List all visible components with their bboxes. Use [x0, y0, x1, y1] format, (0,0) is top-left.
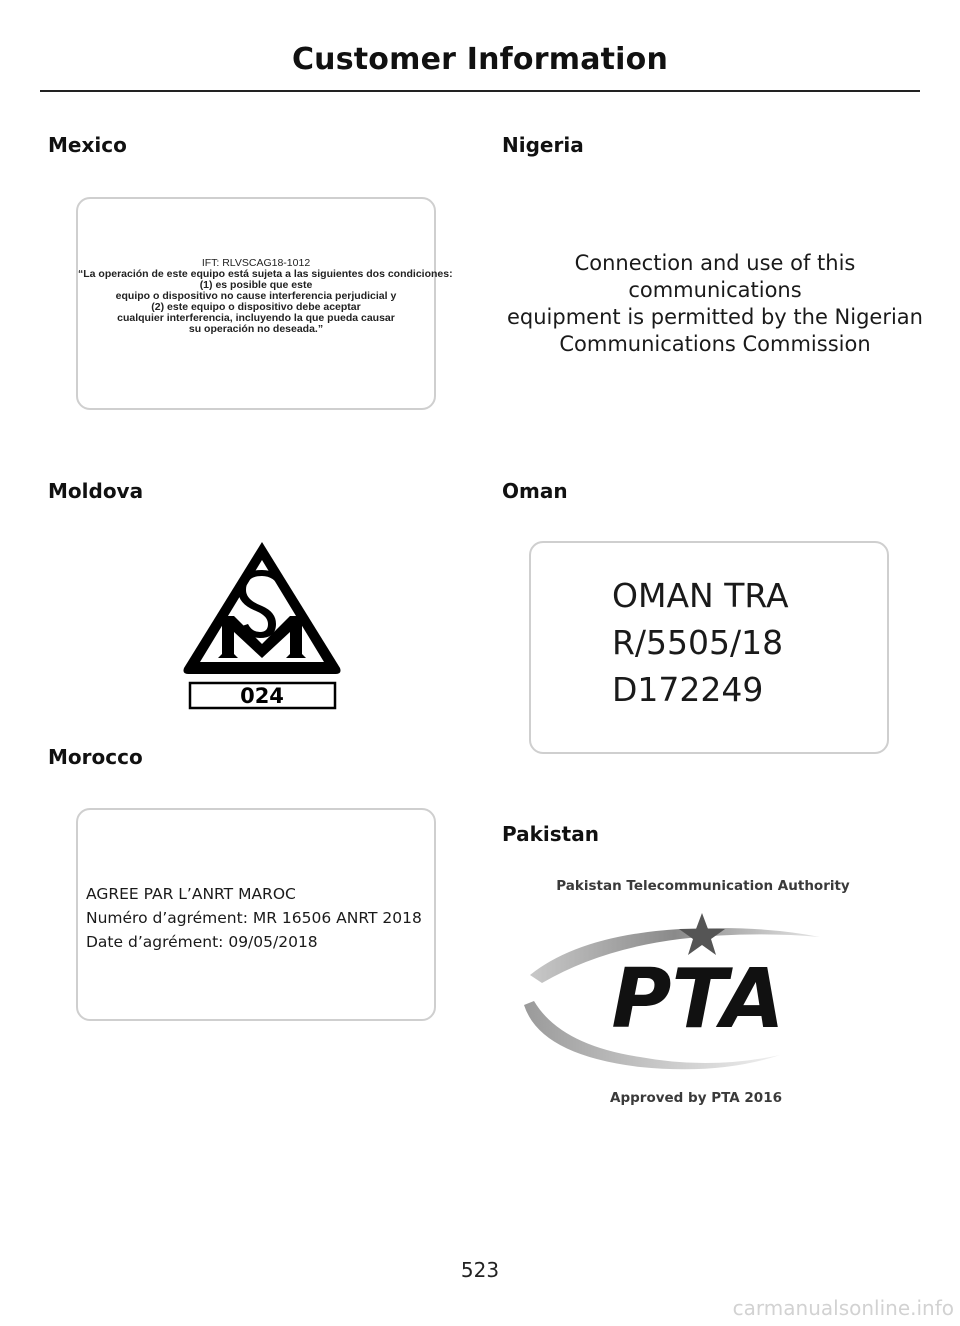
morocco-line-1: AGREE PAR L’ANRT MAROC — [86, 885, 296, 903]
moldova-mark-number: 024 — [240, 684, 284, 708]
nigeria-line-1: Connection and use of this — [574, 251, 856, 275]
morocco-line-3: Date d’agrément: 09/05/2018 — [86, 933, 318, 951]
section-heading-morocco: Morocco — [48, 745, 143, 769]
morocco-label-text — [86, 882, 422, 954]
pta-approval-text: Approved by PTA 2016 — [610, 1090, 782, 1106]
mexico-label-text — [78, 257, 453, 335]
header-divider — [40, 90, 920, 92]
section-heading-mexico: Mexico — [48, 133, 127, 157]
oman-label-text — [612, 572, 789, 713]
oman-line-3: D172249 — [612, 670, 764, 709]
nigeria-line-4: Communications Commission — [559, 332, 871, 356]
watermark: carmanualsonline.info — [732, 1296, 954, 1320]
pta-authority-name: Pakistan Telecommunication Authority — [556, 878, 850, 894]
mexico-line-3: (1) es posible que este — [199, 279, 313, 291]
oman-line-1: OMAN TRA — [612, 576, 789, 615]
nigeria-line-2: communications — [628, 278, 802, 302]
moldova-sm-mark-icon — [178, 536, 346, 712]
pta-logo-text: PTA — [611, 952, 785, 1047]
oman-line-2: R/5505/18 — [612, 623, 784, 662]
mexico-line-7: su operación no deseada.” — [188, 323, 324, 335]
mexico-line-6: cualquier interferencia, incluyendo la que pueda causar — [117, 312, 395, 324]
mexico-line-4: equipo o dispositivo no cause interferencia perjudicial y — [115, 290, 397, 302]
mexico-line-2: “La operación de este equipo está sujeta a las siguientes dos condiciones: — [78, 268, 453, 280]
mexico-line-5: (2) este equipo o dispositivo debe aceptar — [151, 301, 361, 313]
section-heading-pakistan: Pakistan — [502, 822, 599, 846]
section-heading-moldova: Moldova — [48, 479, 144, 503]
page-title: Customer Information — [291, 42, 669, 77]
nigeria-text — [500, 250, 930, 358]
mexico-line-1: IFT: RLVSCAG18-1012 — [201, 257, 311, 269]
nigeria-line-3: equipment is permitted by the Nigerian — [507, 305, 923, 329]
morocco-line-2: Numéro d’agrément: MR 16506 ANRT 2018 — [86, 909, 422, 927]
section-heading-nigeria: Nigeria — [502, 133, 584, 157]
page-number: 523 — [460, 1258, 500, 1282]
section-heading-oman: Oman — [502, 479, 568, 503]
pta-logo-icon — [520, 905, 850, 1080]
